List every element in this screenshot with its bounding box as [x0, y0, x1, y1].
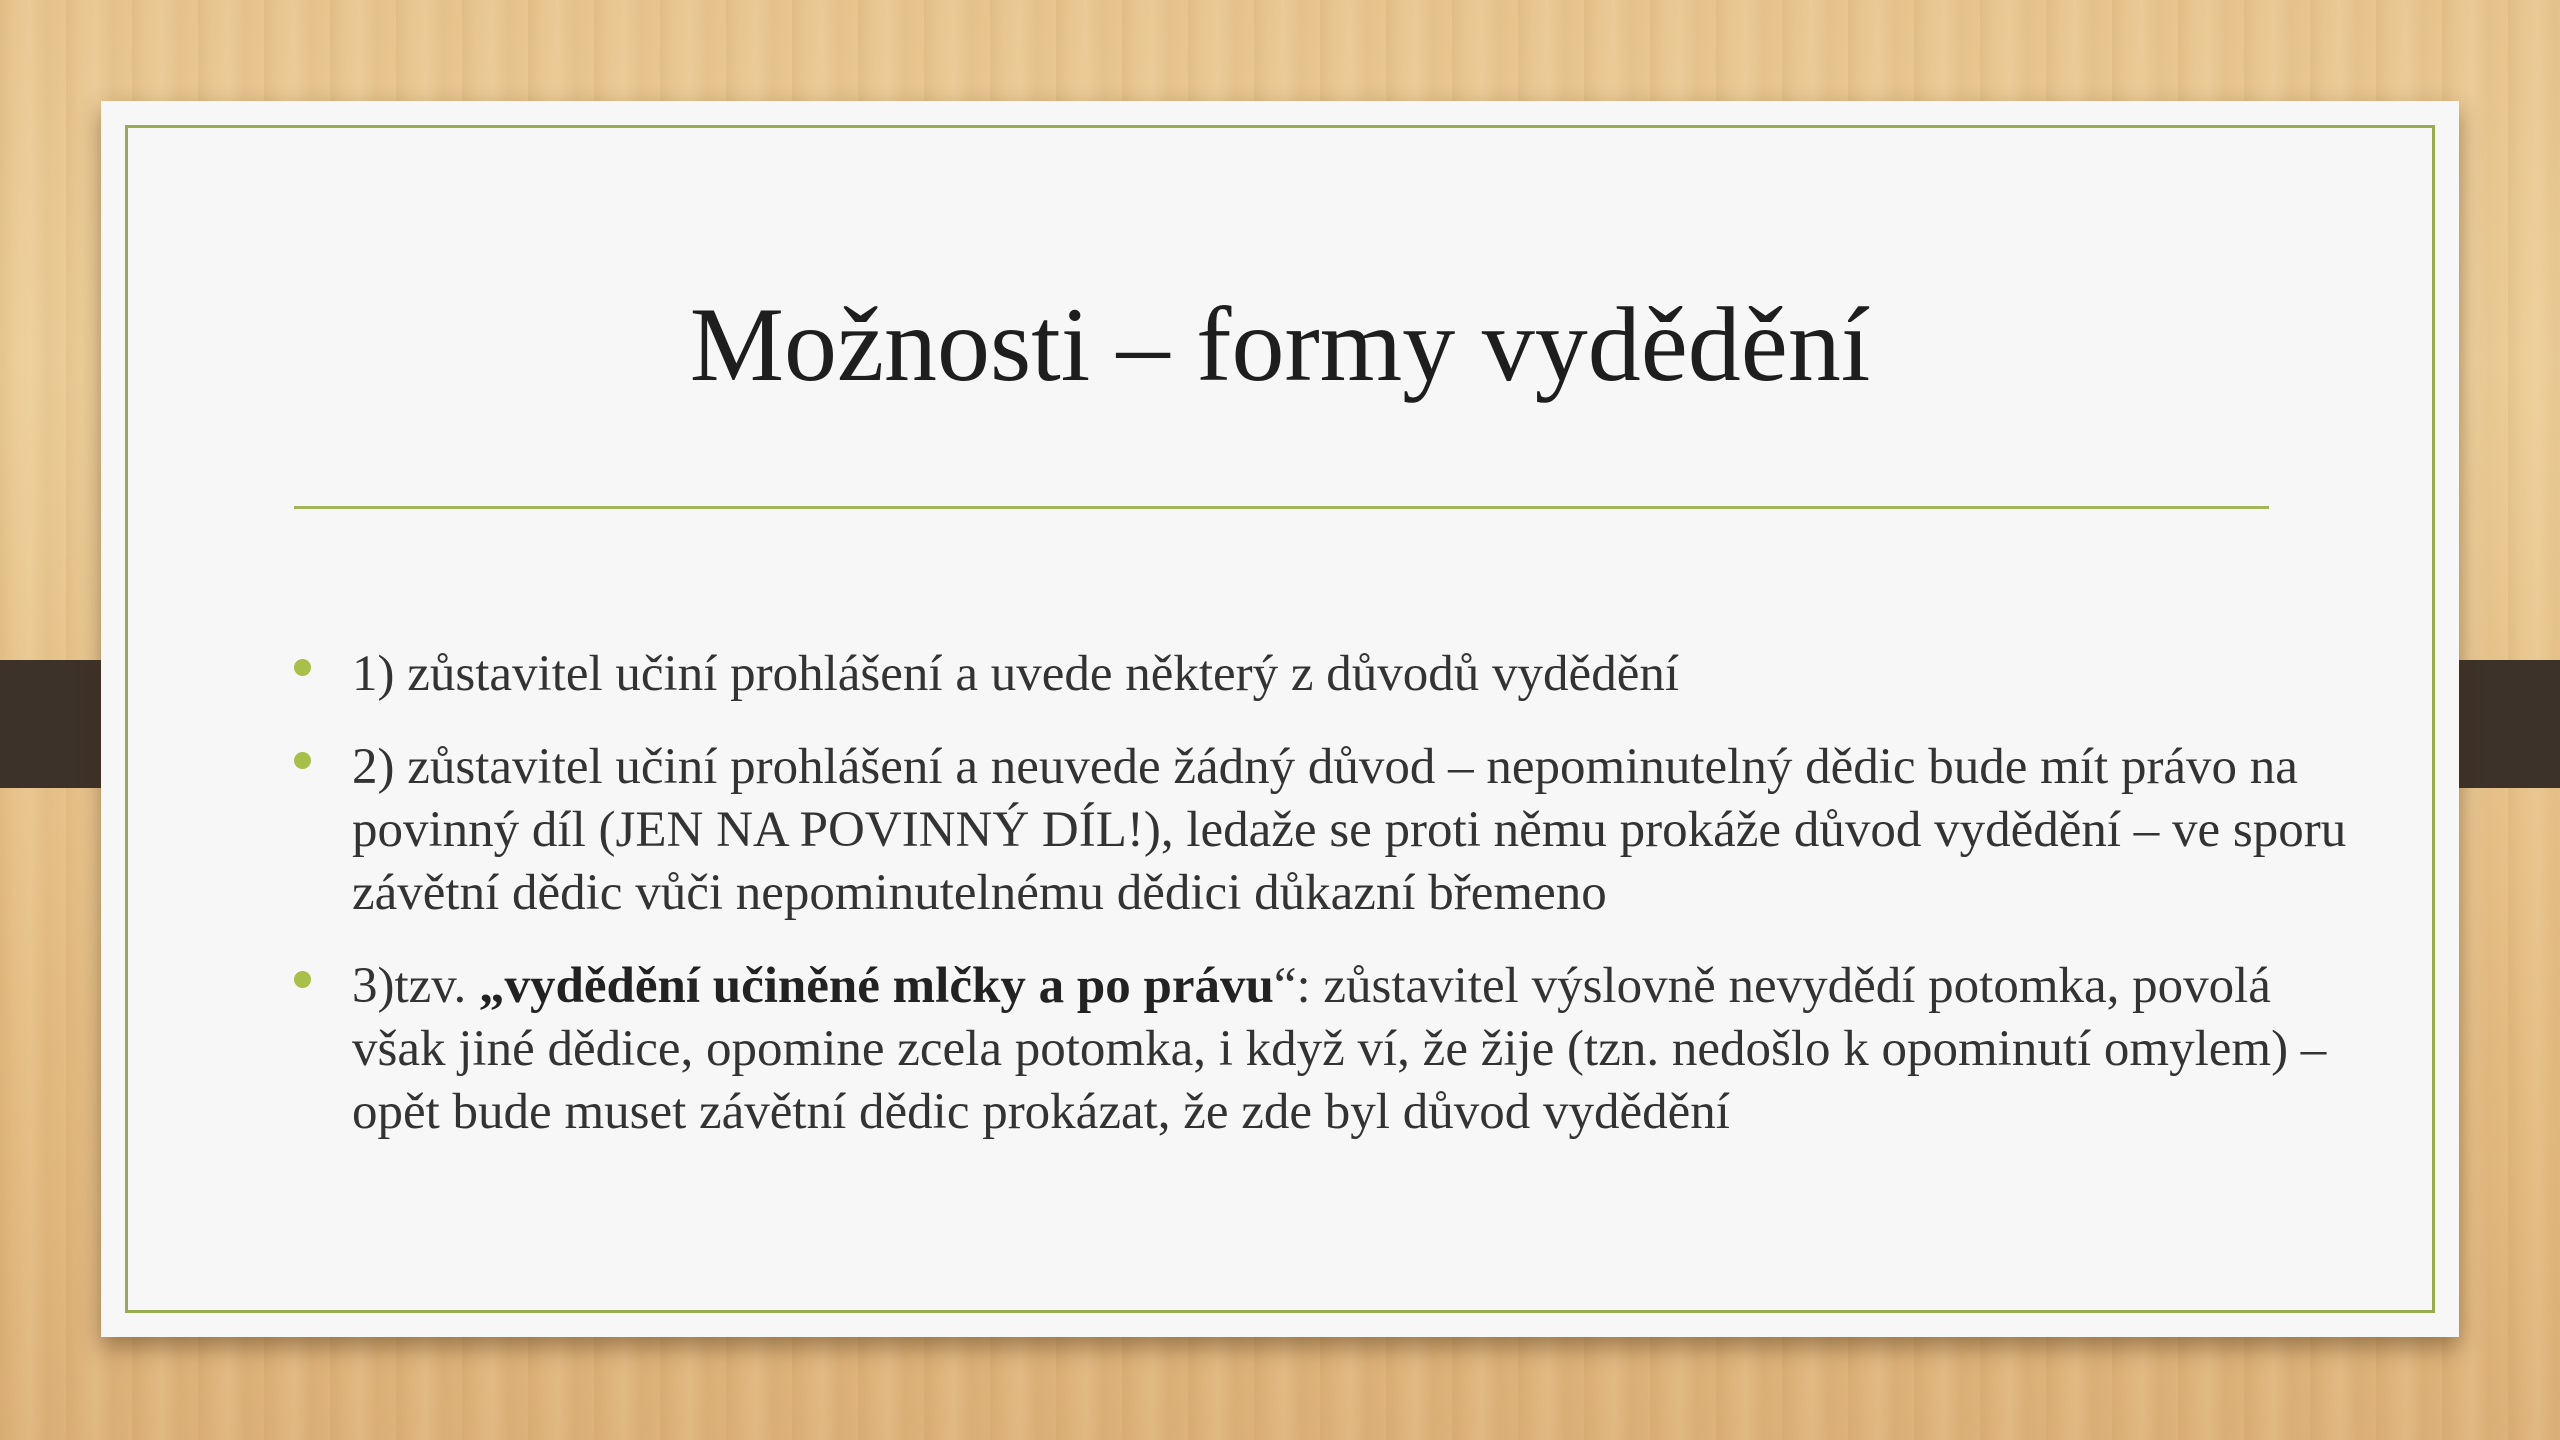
bullet-dot-icon	[294, 971, 311, 988]
bullet-item-3	[294, 955, 2354, 1144]
bullet-item-2	[294, 736, 2354, 925]
bullet-dot-icon	[294, 659, 311, 676]
bullet-list	[294, 643, 2354, 1174]
bullet-prefix: 3)tzv.	[352, 958, 479, 1014]
bullet-text: “: zůstavitel výslovně nevydědí potomka, povolá však jiné dědice, opomine zcela potomka, i když ví, že žije (tzn. nedošlo k opominutí omylem) – opět bude muset závětní dědic prokázat, že zde byl důvod vydědění	[352, 958, 2327, 1140]
slide	[101, 101, 2459, 1337]
bullet-item-1	[294, 643, 2354, 706]
title-divider	[294, 506, 2269, 509]
bullet-emphasis: „vydědění učiněné mlčky a po právu	[478, 958, 1274, 1014]
bullet-text: 2) zůstavitel učiní prohlášení a neuvede žádný důvod – nepominutelný dědic bude mít právo na povinný díl (JEN NA POVINNÝ DÍL!), ledaže se proti němu prokáže důvod vydědění – ve sporu závětní dědic vůči nepominutelnému dědici důkazní břemeno	[352, 739, 2347, 921]
slide-title: Možnosti – formy vydědění	[689, 286, 1871, 403]
bullet-dot-icon	[294, 752, 311, 769]
bullet-text: 1) zůstavitel učiní prohlášení a uvede některý z důvodů vydědění	[352, 646, 1679, 702]
